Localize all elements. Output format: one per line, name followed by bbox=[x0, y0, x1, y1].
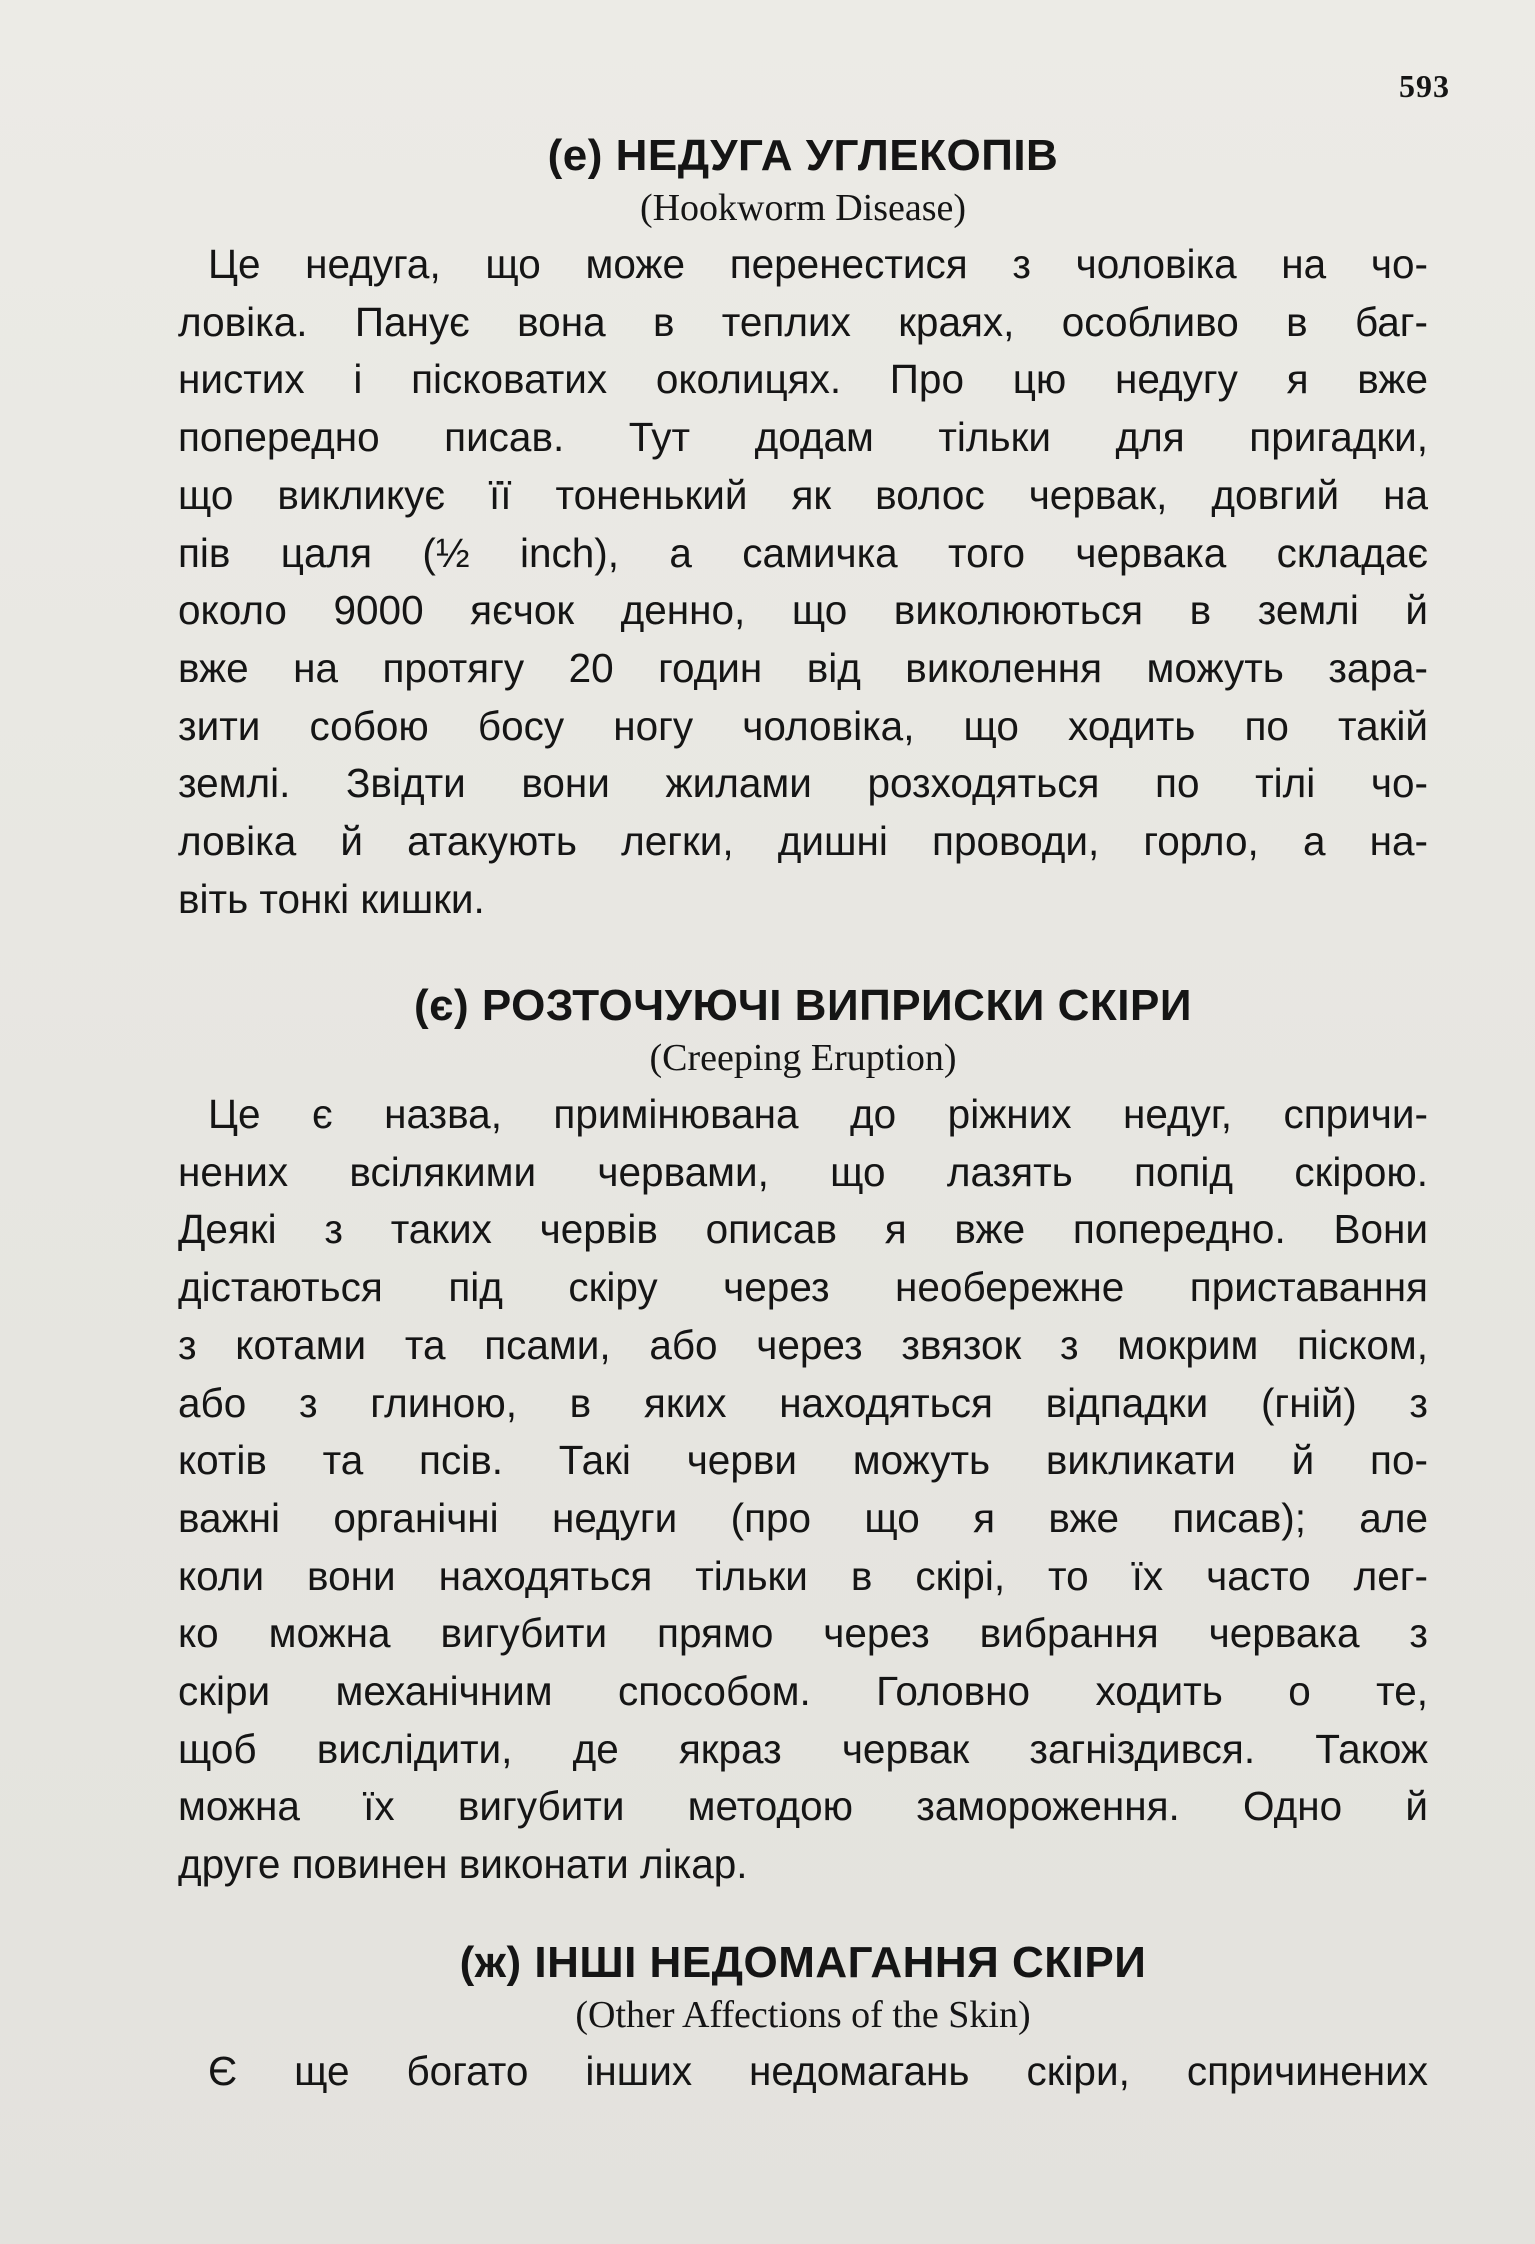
section-paragraph bbox=[178, 236, 1428, 928]
section-subtitle: (Hookworm Disease) bbox=[639, 187, 967, 229]
text-line: попередно писав. Тут додам тільки для пригадки, bbox=[178, 414, 1428, 461]
section-subtitle: (Creeping Eruption) bbox=[649, 1037, 957, 1079]
text-line: можна їх вигубити методою замороження. Одно й bbox=[178, 1783, 1428, 1830]
text-line: Є ще богато інших недомагань скіри, спричинених bbox=[208, 2048, 1428, 2094]
text-line: або з глиною, в яких находяться відпадки (гній) з bbox=[178, 1379, 1428, 1426]
text-line: Це недуга, що може перенестися з чоловіка на чо- bbox=[208, 241, 1428, 287]
section-paragraph bbox=[178, 2043, 1428, 2101]
text-line: важні органічні недуги (про що я вже писав); але bbox=[178, 1494, 1428, 1541]
section-paragraph bbox=[178, 1086, 1428, 1894]
section-other-affections bbox=[178, 1935, 1428, 2101]
text-line: щоб вислідити, де якраз червак загніздився. Також bbox=[178, 1725, 1428, 1772]
text-line: з котами та псами, або через звязок з мокрим піском, bbox=[178, 1321, 1428, 1368]
text-line: нених всілякими червами, що лазять попід скірою. bbox=[178, 1148, 1428, 1195]
section-title: (є) РОЗТОЧУЮЧІ ВИПРИСКИ СКІРИ bbox=[414, 981, 1192, 1030]
text-line: землі. Звідти вони жилами розходяться по тілі чо- bbox=[178, 760, 1428, 807]
text-line: ловіка. Панує вона в теплих краях, особливо в баг- bbox=[178, 298, 1428, 345]
text-line: около 9000 яєчок денно, що виколюються в землі й bbox=[178, 587, 1428, 634]
text-line: Деякі з таких червів описав я вже попередно. Вони bbox=[178, 1206, 1428, 1253]
text-line: віть тонкі кишки. bbox=[178, 875, 485, 922]
section-subtitle: (Other Affections of the Skin) bbox=[575, 1994, 1031, 2036]
text-line: котів та псів. Такі черви можуть викликати й по- bbox=[178, 1437, 1428, 1484]
text-line: ловіка й атакують легки, дишні проводи, горло, а на- bbox=[178, 818, 1428, 865]
text-line: зити собою босу ногу чоловіка, що ходить по такій bbox=[178, 702, 1428, 749]
section-title: (ж) ІНШІ НЕДОМАГАННЯ СКІРИ bbox=[459, 1938, 1147, 1987]
section-title: (е) НЕДУГА УГЛЕКОПІВ bbox=[547, 131, 1059, 180]
text-line: коли вони находяться тільки в скірі, то їх часто лег- bbox=[178, 1552, 1428, 1599]
text-line: друге повинен виконати лікар. bbox=[178, 1841, 748, 1888]
page-number: 593 bbox=[1399, 68, 1450, 104]
text-line: скіри механічним способом. Головно ходить о те, bbox=[178, 1668, 1428, 1715]
text-line: що викликує її тоненький як волос червак, довгий на bbox=[178, 471, 1428, 518]
text-line: вже на протягу 20 годин від виколення можуть зара- bbox=[178, 644, 1428, 691]
section-creeping-eruption bbox=[178, 978, 1428, 1894]
section-hookworm bbox=[178, 128, 1428, 928]
text-line: Це є назва, примінювана до ріжних недуг, спричи- bbox=[208, 1091, 1428, 1137]
text-line: ко можна вигубити прямо через вибрання червака з bbox=[178, 1610, 1428, 1657]
text-line: нистих і пісковатих околицях. Про цю недугу я вже bbox=[178, 356, 1428, 403]
text-line: пів цаля (½ inch), а самичка того червака складає bbox=[178, 529, 1428, 576]
text-line: дістаються під скіру через необережне приставання bbox=[178, 1264, 1428, 1311]
